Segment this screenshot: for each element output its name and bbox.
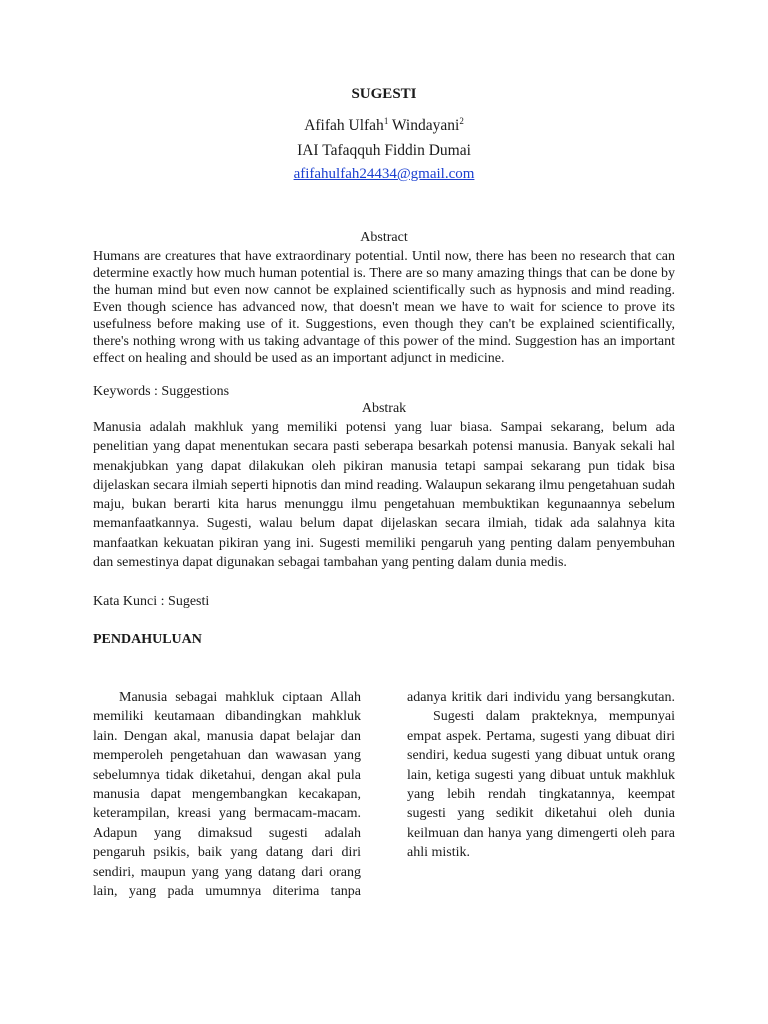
keywords: Keywords : Suggestions [93,384,230,399]
abstrak-text: Manusia adalah makhluk yang memiliki potensi yang luar biasa. Sampai sekarang, belum ada penelitian yang dapat menentukan secara pasti seberapa besarkah potensi manusia. Banyak sekali hal menakjubkan yang dapat dilakukan oleh pikiran manusia tetapi sampai sekarang pun tidak bisa dijelaskan secara ilmiah seperti hipnotis dan mind reading. Walaupun sekarang ilmu pengetahuan sudah maju, bukan berarti kita harus menunggu ilmu pengetahuan membuktikan kegunaannya sebelum memanfaatkannya. Sugesti, walau belum dapat dijelaskan secara ilmiah, tidak ada salahnya kita manfaatkan kekuatan pikiran yang ini. Sugesti memiliki pengaruh yang penting dalam penyembuhan dan semestinya dapat digunakan sebagai tambahan yang penting dalam dunia medis. [93,420,675,571]
abstract-text: Humans are creatures that have extraordinary potential. Until now, there has been no research that can determine exactly how much human potential is. There are so many amazing things that can be done by the human mind but even now cannot be explained scientifically such as hypnosis and mind reading. Even though science has advanced now, that doesn't mean we have to wait for science to prove its usefulness before making use of it. Suggestions, even though they can't be explained scientifically, there's nothing wrong with us taking advantage of this power of the mind. Suggestion has an important effect on healing and should be used as an important adjunct in medicine. [93,249,675,366]
kata-kunci: Kata Kunci : Sugesti [93,594,210,609]
email-link[interactable]: afifahulfah24434@gmail.com [293,166,475,182]
author-name: Windayani [391,117,460,135]
abstrak-heading: Abstrak [361,401,407,416]
author-affiliation-mark: 1 [383,116,389,126]
column-right [407,688,675,863]
paragraph: Sugesti dalam prakteknya, mempunyai empat aspek. Pertama, sugesti yang dibuat diri sendiri, kedua sugesti yang dibuat untuk orang lain, ketiga sugesti yang dibuat untuk makhluk yang lebih rendah tingkatannya, keempat sugesti yang sedikit diketahui oleh dunia keilmuan dan hanya yang dimengerti oleh para ahli mistik. [407,709,675,861]
paragraph: Manusia sebagai mahkluk ciptaan Allah memiliki keutamaan dibandingkan mahkluk lain. Dengan akal, manusia dapat belajar dan memperoleh pengetahuan dan wawasan yang sebelumnya tidak diketahui, dengan akal pula manusia dapat mengembangkan kecakapan, keterampilan, kreasi yang bermacam-macam. Adapun yang dimaksud sugesti adalah pengaruh psikis, baik yang datang dari diri sendiri, maupun yang yang datang dari orang lain, yang pada umumnya diterima tanpa [93,690,361,900]
email-line [0,166,768,183]
section-heading: PENDAHULUAN [93,632,202,647]
affiliation: IAI Tafaqquh Fiddin Dumai [297,142,471,159]
column-left [93,688,361,901]
author-affiliation-mark: 2 [459,116,464,126]
paragraph: adanya kritik dari individu yang bersangkutan. [407,690,675,705]
author-line [0,116,768,135]
author-name: Afifah Ulfah [304,117,384,135]
abstract-heading: Abstract [360,230,408,245]
paper-title: SUGESTI [351,86,417,102]
